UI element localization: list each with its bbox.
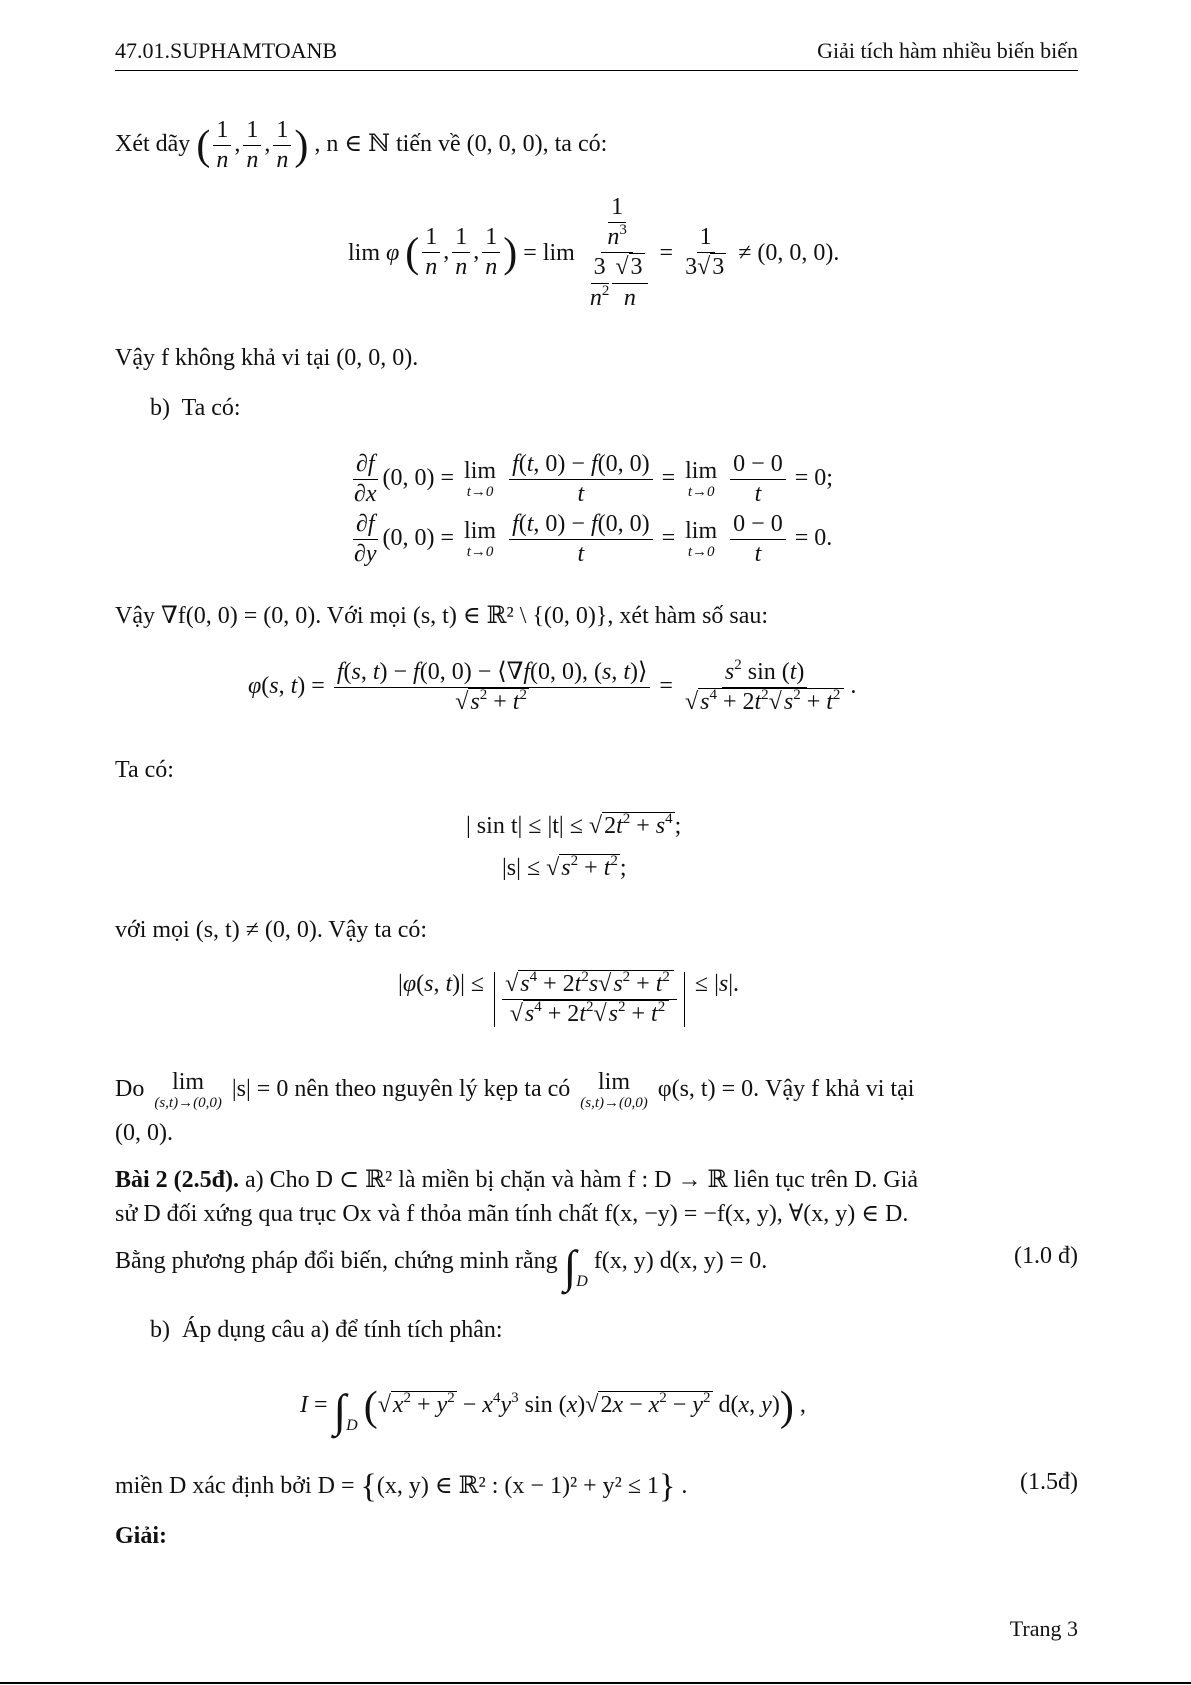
sequence-tail: , n ∈ ℕ tiến về (0, 0, 0), ta có: bbox=[314, 131, 608, 158]
footer-rule bbox=[0, 1682, 1191, 1684]
sequence-intro: Xét dãy bbox=[115, 131, 191, 158]
bai2-line1 bbox=[115, 1168, 918, 1192]
bai2-title: Bài 2 (2.5đ). bbox=[115, 1167, 240, 1193]
partial-y-equation: $\frac{\partial f}{\partial y}$ (0, 0) = lim t→0 $\frac{f(t, 0) - f(0, 0)}{t}$ = lim t→0 $\frac{0 - 0}{t}$ = 0. bbox=[354, 511, 833, 568]
inequality-s: $|s| \le √s^2 + t^2$; bbox=[502, 853, 627, 881]
squeeze-middle: |s| = 0 nên theo nguyên lý kẹp ta có bbox=[231, 1076, 571, 1103]
phi-definition: φ(s, t) = $\frac{f(s, t) - f(0, 0) - ⟨\nabla f(0, 0), (s, t)⟩}{√s^2 + t^2}$ = $\frac{s^2 \sin (t)}{√s^4 + 2t^2√s^2 + t^2}$ . bbox=[248, 657, 857, 716]
domain-set: (x, y) ∈ ℝ² : (x − 1)² + y² ≤ 1 bbox=[376, 1473, 660, 1499]
partial-y-result: = 0. bbox=[794, 525, 833, 552]
phi-bound: |φ(s, t)| ≤ $\frac{√s^4 + 2t^2s√s^2 + t^2}{√s^4 + 2t^2√s^2 + t^2}$ ≤ |s|. bbox=[398, 969, 740, 1028]
squeeze-end: φ(s, t) = 0. Vậy f khả vi tại bbox=[657, 1076, 915, 1103]
limit-equation: lim φ ( $\frac{1}{n}$ , $\frac{1}{n}$ , $\frac{1}{n}$ ) = lim $\frac{1}{n^3}$ $\frac{3}{n^2}$ $\frac{√3}{n}$ = $\frac{1}{3√3}$ ≠ (0, 0, 0). bbox=[348, 194, 840, 311]
domain-text: miền D xác định bởi D = bbox=[115, 1473, 355, 1499]
bai2-line2: sử D đối xứng qua trục Ox và f thỏa mãn tính chất f(x, −y) = −f(x, y), ∀(x, y) ∈ D. bbox=[115, 1201, 909, 1227]
inequality-sin: | $\sin t| \le |t| \le √2t^2 + s^4$; bbox=[466, 811, 682, 839]
partial-x-equation: $\frac{\partial f}{\partial x}$ (0, 0) = lim t→0 $\frac{f(t, 0) - f(0, 0)}{t}$ = lim t→0 $\frac{0 - 0}{t}$ = 0; bbox=[354, 451, 833, 508]
bai2-b-text: Áp dụng câu a) để tính tích phân: bbox=[182, 1317, 503, 1343]
header-course-code: 47.01.SUPHAMTOANB bbox=[115, 38, 338, 63]
limit-result: ≠ (0, 0, 0). bbox=[738, 239, 840, 266]
partial-x-result: = 0; bbox=[794, 465, 833, 492]
squeeze-do: Do bbox=[115, 1076, 145, 1103]
bai2-part-b bbox=[150, 1318, 503, 1342]
ta-co-line: Ta có: bbox=[115, 757, 174, 783]
bai2-prove-text: Bằng phương pháp đổi biến, chứng minh rằng bbox=[115, 1248, 558, 1274]
header-rule bbox=[115, 70, 1078, 71]
part-b-text: Ta có: bbox=[181, 395, 241, 421]
squeeze-point: (0, 0). bbox=[115, 1120, 173, 1146]
bai2-b-label: b) bbox=[150, 1317, 170, 1343]
solution-label: Giải: bbox=[115, 1523, 167, 1549]
header-title: Giải tích hàm nhiều biến biến bbox=[817, 38, 1078, 63]
bai2-line3: Bằng phương pháp đổi biến, chứng minh rằng $\int_D$ f(x, y) d(x, y) = 0. bbox=[115, 1241, 768, 1292]
bai2-statement-1: a) Cho D ⊂ ℝ² là miền bị chặn và hàm f : D → ℝ liên tục trên D. Giả bbox=[245, 1167, 919, 1193]
bai2-integral-eq: f(x, y) d(x, y) = 0. bbox=[593, 1248, 768, 1274]
inequality-s-left: |s| ≤ bbox=[502, 855, 541, 881]
domain-line: miền D xác định bởi D = {(x, y) ∈ ℝ² : (x − 1)² + y² ≤ 1} . bbox=[115, 1468, 688, 1505]
page-number: Trang 3 bbox=[1009, 1616, 1078, 1641]
not-differentiable-line: Vậy f không khả vi tại (0, 0, 0). bbox=[115, 345, 419, 371]
part-b-label: b) bbox=[150, 395, 170, 421]
part-b-line bbox=[150, 396, 241, 420]
integral-I: $I = \int_D$ ($√x^2 + y^2 - x^4y^3$ $\sin (x)√2x - x^2 - y^2$ d(x, y)) , bbox=[300, 1384, 806, 1436]
score-a: (1.0 đ) bbox=[1014, 1243, 1078, 1269]
squeeze-line: Do lim (s,t)→(0,0) |s| = 0 nên theo nguyên lý kẹp ta có lim (s,t)→(0,0) φ(s, t) = 0. Vậy f khả vi tại bbox=[115, 1069, 915, 1111]
inequality-sin-left: | sin t| ≤ |t| ≤ bbox=[466, 813, 583, 839]
sequence-line: Xét dãy ( $\frac{1}{n}$ , $\frac{1}{n}$ , $\frac{1}{n}$ ) , n ∈ ℕ tiến về (0, 0, 0), ta có: bbox=[115, 117, 608, 174]
with-all-line: với mọi (s, t) ≠ (0, 0). Vậy ta có: bbox=[115, 917, 428, 943]
score-b: (1.5đ) bbox=[1020, 1469, 1078, 1495]
gradient-line: Vậy ∇f(0, 0) = (0, 0). Với mọi (s, t) ∈ ℝ² \ {(0, 0)}, xét hàm số sau: bbox=[115, 603, 769, 629]
